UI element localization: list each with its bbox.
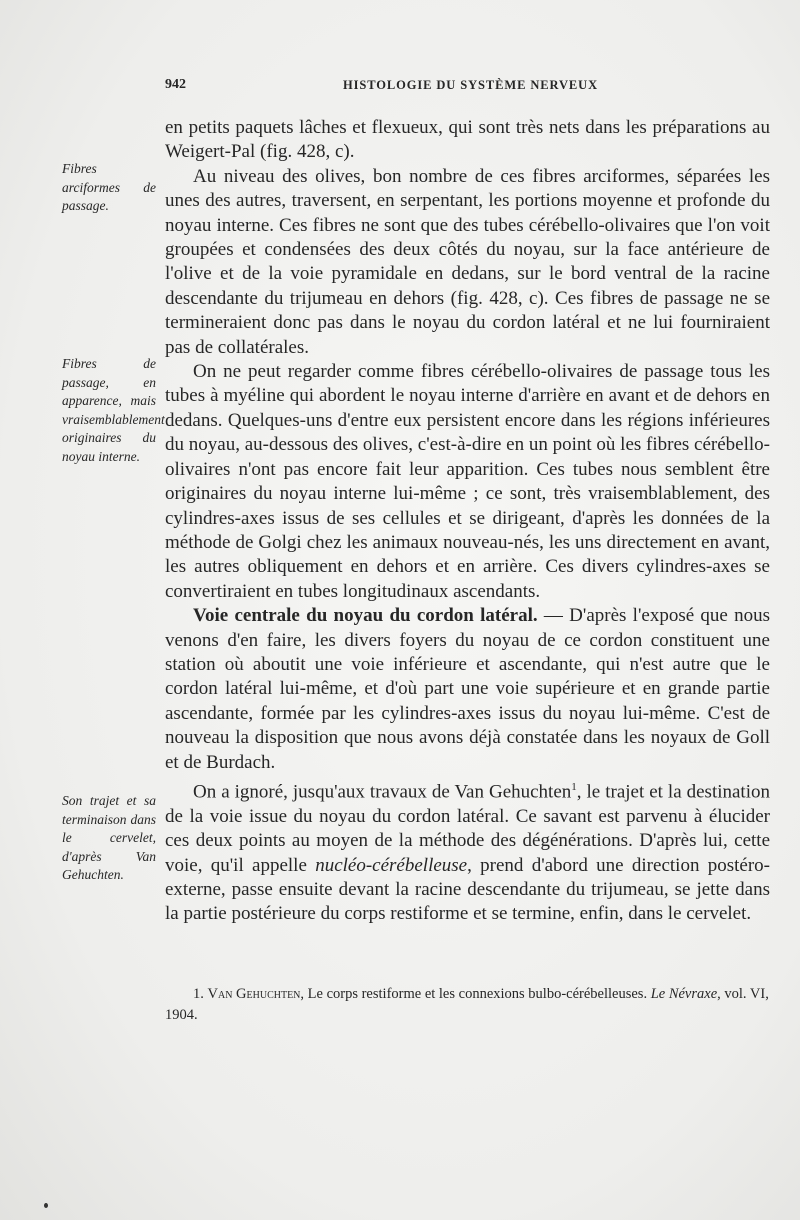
italic-term: nucléo-cérébelleuse (315, 854, 468, 876)
paragraph-text: , prend d'abord une direction postéro-externe, passe ensuite devant la racine descendante du trijumeau, se jette dans la partie postérieure du corps restiforme et se termine, enfin, dans le cervelet. (165, 854, 770, 925)
footnote-citation: , vol. VI, 1904. (165, 986, 769, 1023)
section-heading: Voie centrale du noyau du cordon latéral. (193, 605, 538, 627)
margin-note-fibres-arciformes: Fibres arciformes de passage. (62, 161, 156, 213)
running-head: HISTOLOGIE DU SYSTÈME NERVEUX (343, 78, 598, 92)
paragraph: On ne peut regarder comme fibres cérébello-olivaires de passage tous les tubes à myéline qui abordent le noyau interne d'arrière en avant et de dehors en dedans. Quelques-uns d'entre eux persistent encore dans les régions inférieures du noyau, au-dessous des olives, c'est-à-dire en un point où les fibres cérébello-olivaires n'ont pas encore fait leur apparition. Ces tubes nous semblent être originaires du noyau interne lui-même ; ce sont, très vraisemblablement, des cylindres-axes issus de ses cellules et se dirigeant, d'après les données de la méthode de Golgi chez les animaux nouveau-nés, les uns directement en avant, les autres obliquement en dehors et en arrière. Ces divers cylindres-axes se convertiraient en tubes longitudinaux ascendants. (165, 361, 770, 602)
footnote-journal: Le Névraxe (650, 986, 718, 1002)
body-text (165, 116, 770, 927)
paragraph: Au niveau des olives, bon nombre de ces fibres arciformes, séparées les unes des autres, traversent, en serpentant, les portions moyenne et profonde du noyau interne. Ces fibres ne sont que des tubes cérébello-olivaires que l'on voit groupées et condensées des deux côtés du noyau, sur la face antérieure de l'olive et de la voie pyramidale en dedans, sur le bord ventral de la racine descendante du trijumeau en dehors (fig. 428, c). Ces fibres de passage ne se termineraient donc pas dans le noyau du cordon latéral et ne lui fourniraient pas de collatérales. (165, 165, 770, 358)
page-number: 942 (165, 77, 186, 92)
margin-note-son-trajet: Son trajet et sa terminaison dans le cervelet, d'après Van Gehuchten. (62, 793, 156, 882)
footnote-number: 1. (193, 986, 204, 1002)
footnote-text: , Le corps restiforme et les connexions bulbo-cérébelleuses. (300, 986, 648, 1002)
margin-note-fibres-de-passage: Fibres de passage, en apparence, mais vraisemblablement originaires du noyau interne. (62, 356, 165, 464)
footnote (165, 984, 775, 1026)
paragraph-van-gehuchten (165, 775, 770, 927)
paragraph: en petits paquets lâches et flexueux, qui sont très nets dans les préparations au Weigert-Pal (fig. 428, c). (165, 117, 770, 163)
ink-speck (44, 1203, 48, 1208)
paragraph-text: , le trajet et la destination de la voie issue du noyau du cordon latéral. Ce savant est parvenu à élucider ces deux points au moyen de la méthode des dégénérations. D'après lui, cette voie, qu'il appelle (165, 781, 770, 876)
paragraph-voie-centrale (165, 604, 770, 775)
page-header (165, 77, 770, 99)
footnote-marker: 1 (571, 780, 577, 793)
paragraph-text: — D'après l'exposé que nous venons d'en faire, les divers foyers du noyau de ce cordon constituent une station où aboutit une voie inférieure et ascendante, qui n'est autre que le cordon latéral lui-même, et d'où part une voie supérieure et en grande partie ascendante, formée par les cylindres-axes issus du noyau lui-même. C'est de nouveau la disposition que nous avons déjà constatée dans les noyaux de Goll et de Burdach. (165, 605, 771, 773)
paragraph-text: On a ignoré, jusqu'aux travaux de Van Gehuchten (193, 781, 572, 803)
footnote-author: Van Gehuchten (207, 986, 301, 1002)
